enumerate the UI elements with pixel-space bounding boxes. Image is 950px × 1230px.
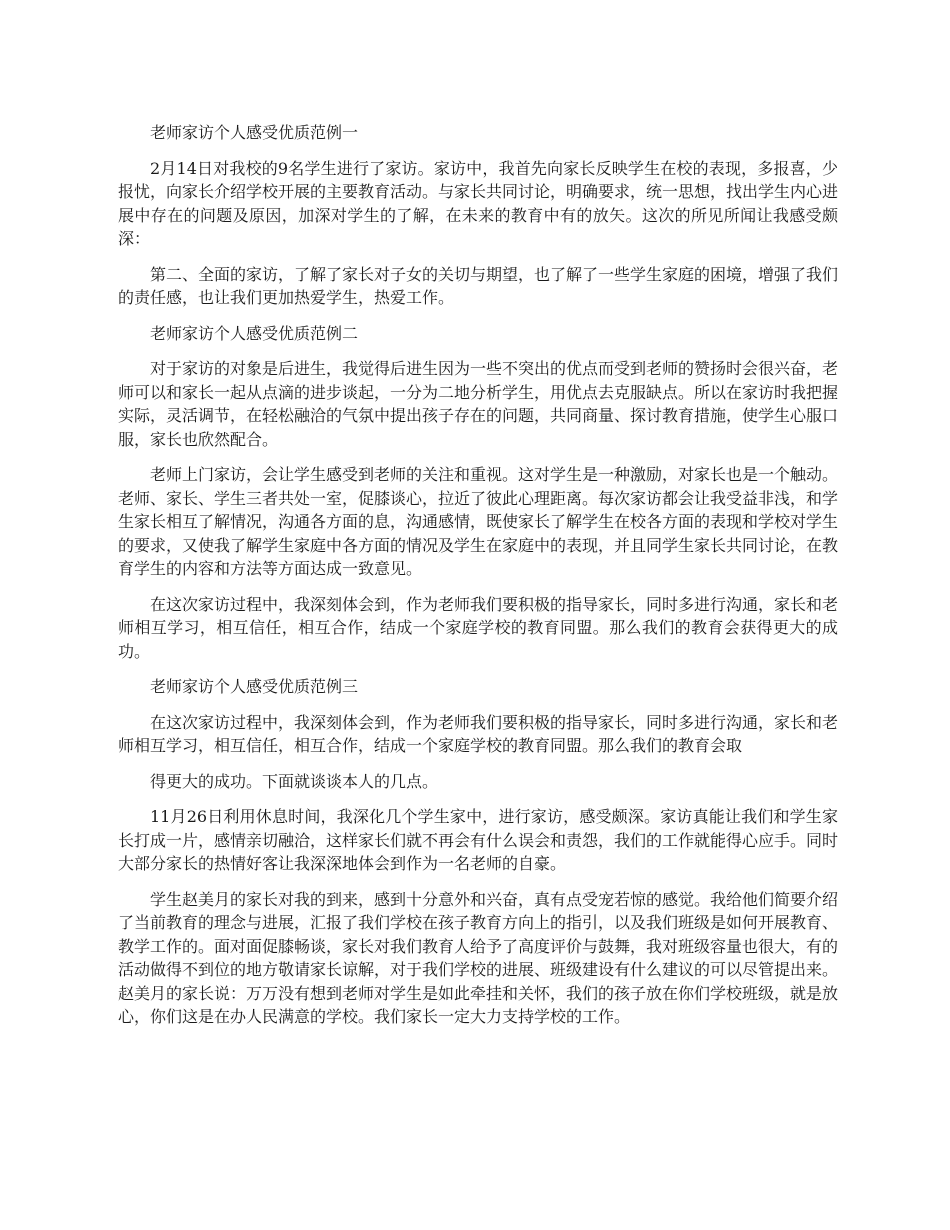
- section-heading-1: 老师家访个人感受优质范例一: [150, 123, 359, 142]
- paragraph: 老师上门家访，会让学生感受到老师的关注和重视。这对学生是一种激励，对家长也是一个触动。老师、家长、学生三者共处一室，促膝谈心，拉近了彼此心理距离。每次家访都会让我受益非浅，和学生家长相互了解情况，沟通各方面的息，沟通感情，既使家长了解学生在校各方面的表现和学校对学生的要求，又使我了解学生家庭中各方面的情况及学生在家庭中的表现，并且同学生家长共同讨论，在教育学生的内容和方法等方面达成一致意见。: [118, 465, 839, 578]
- paragraph: 对于家访的对象是后进生，我觉得后进生因为一些不突出的优点而受到老师的赞扬时会很兴奋，老师可以和家长一起从点滴的进步谈起，一分为二地分析学生，用优点去克服缺点。所以在家访时我把握实际，灵活调节，在轻松融洽的气氛中提出孩子存在的问题，共同商量、探讨教育措施，使学生心服口服，家长也欣然配合。: [118, 359, 839, 449]
- section-heading-3: 老师家访个人感受优质范例三: [150, 677, 359, 696]
- paragraph: 2月14日对我校的9名学生进行了家访。家访中，我首先向家长反映学生在校的表现，多报喜，少报忧，向家长介绍学校开展的主要教育活动。与家长共同讨论，明确要求，统一思想，找出学生内心进展中存在的问题及原因，加深对学生的了解，在未来的教育中有的放矢。这次的所见所闻让我感受颇深：: [118, 158, 839, 248]
- section-heading-2: 老师家访个人感受优质范例二: [150, 323, 359, 343]
- paragraph: 学生赵美月的家长对我的到来，感到十分意外和兴奋，真有点受宠若惊的感觉。我给他们简要介绍了当前教育的理念与进展，汇报了我们学校在孩子教育方向上的指引，以及我们班级是如何开展教育、教学工作的。面对面促膝畅谈，家长对我们教育人给予了高度评价与鼓舞，我对班级容量也很大，有的活动做得不到位的地方敬请家长谅解，对于我们学校的进展、班级建设有什么建议的可以尽管提出来。赵美月的家长说：万万没有想到老师对学生是如此牵挂和关怀，我们的孩子放在你们学校班级，就是放心，你们这是在办人民满意的学校。我们家长一定大力支持学校的工作。: [118, 889, 839, 1026]
- paragraph: 在这次家访过程中，我深刻体会到，作为老师我们要积极的指导家长，同时多进行沟通，家长和老师相互学习，相互信任，相互合作，结成一个家庭学校的教育同盟。那么我们的教育会获得更大的成功。: [118, 594, 839, 661]
- paragraph: 第二、全面的家访，了解了家长对子女的关切与期望，也了解了一些学生家庭的困境，增强了我们的责任感，也让我们更加热爱学生，热爱工作。: [118, 264, 839, 307]
- paragraph: 在这次家访过程中，我深刻体会到，作为老师我们要积极的指导家长，同时多进行沟通，家长和老师相互学习，相互信任，相互合作，结成一个家庭学校的教育同盟。那么我们的教育会取: [118, 712, 839, 755]
- paragraph: 得更大的成功。下面就谈谈本人的几点。: [150, 771, 439, 791]
- paragraph: 11月26日利用休息时间，我深化几个学生家中，进行家访，感受颇深。家访真能让我们和学生家长打成一片，感情亲切融洽，这样家长们就不再会有什么误会和责怨，我们的工作就能得心应手。同时大部分家长的热情好客让我深深地体会到作为一名老师的自豪。: [118, 807, 839, 873]
- document-body: [118, 121, 838, 1041]
